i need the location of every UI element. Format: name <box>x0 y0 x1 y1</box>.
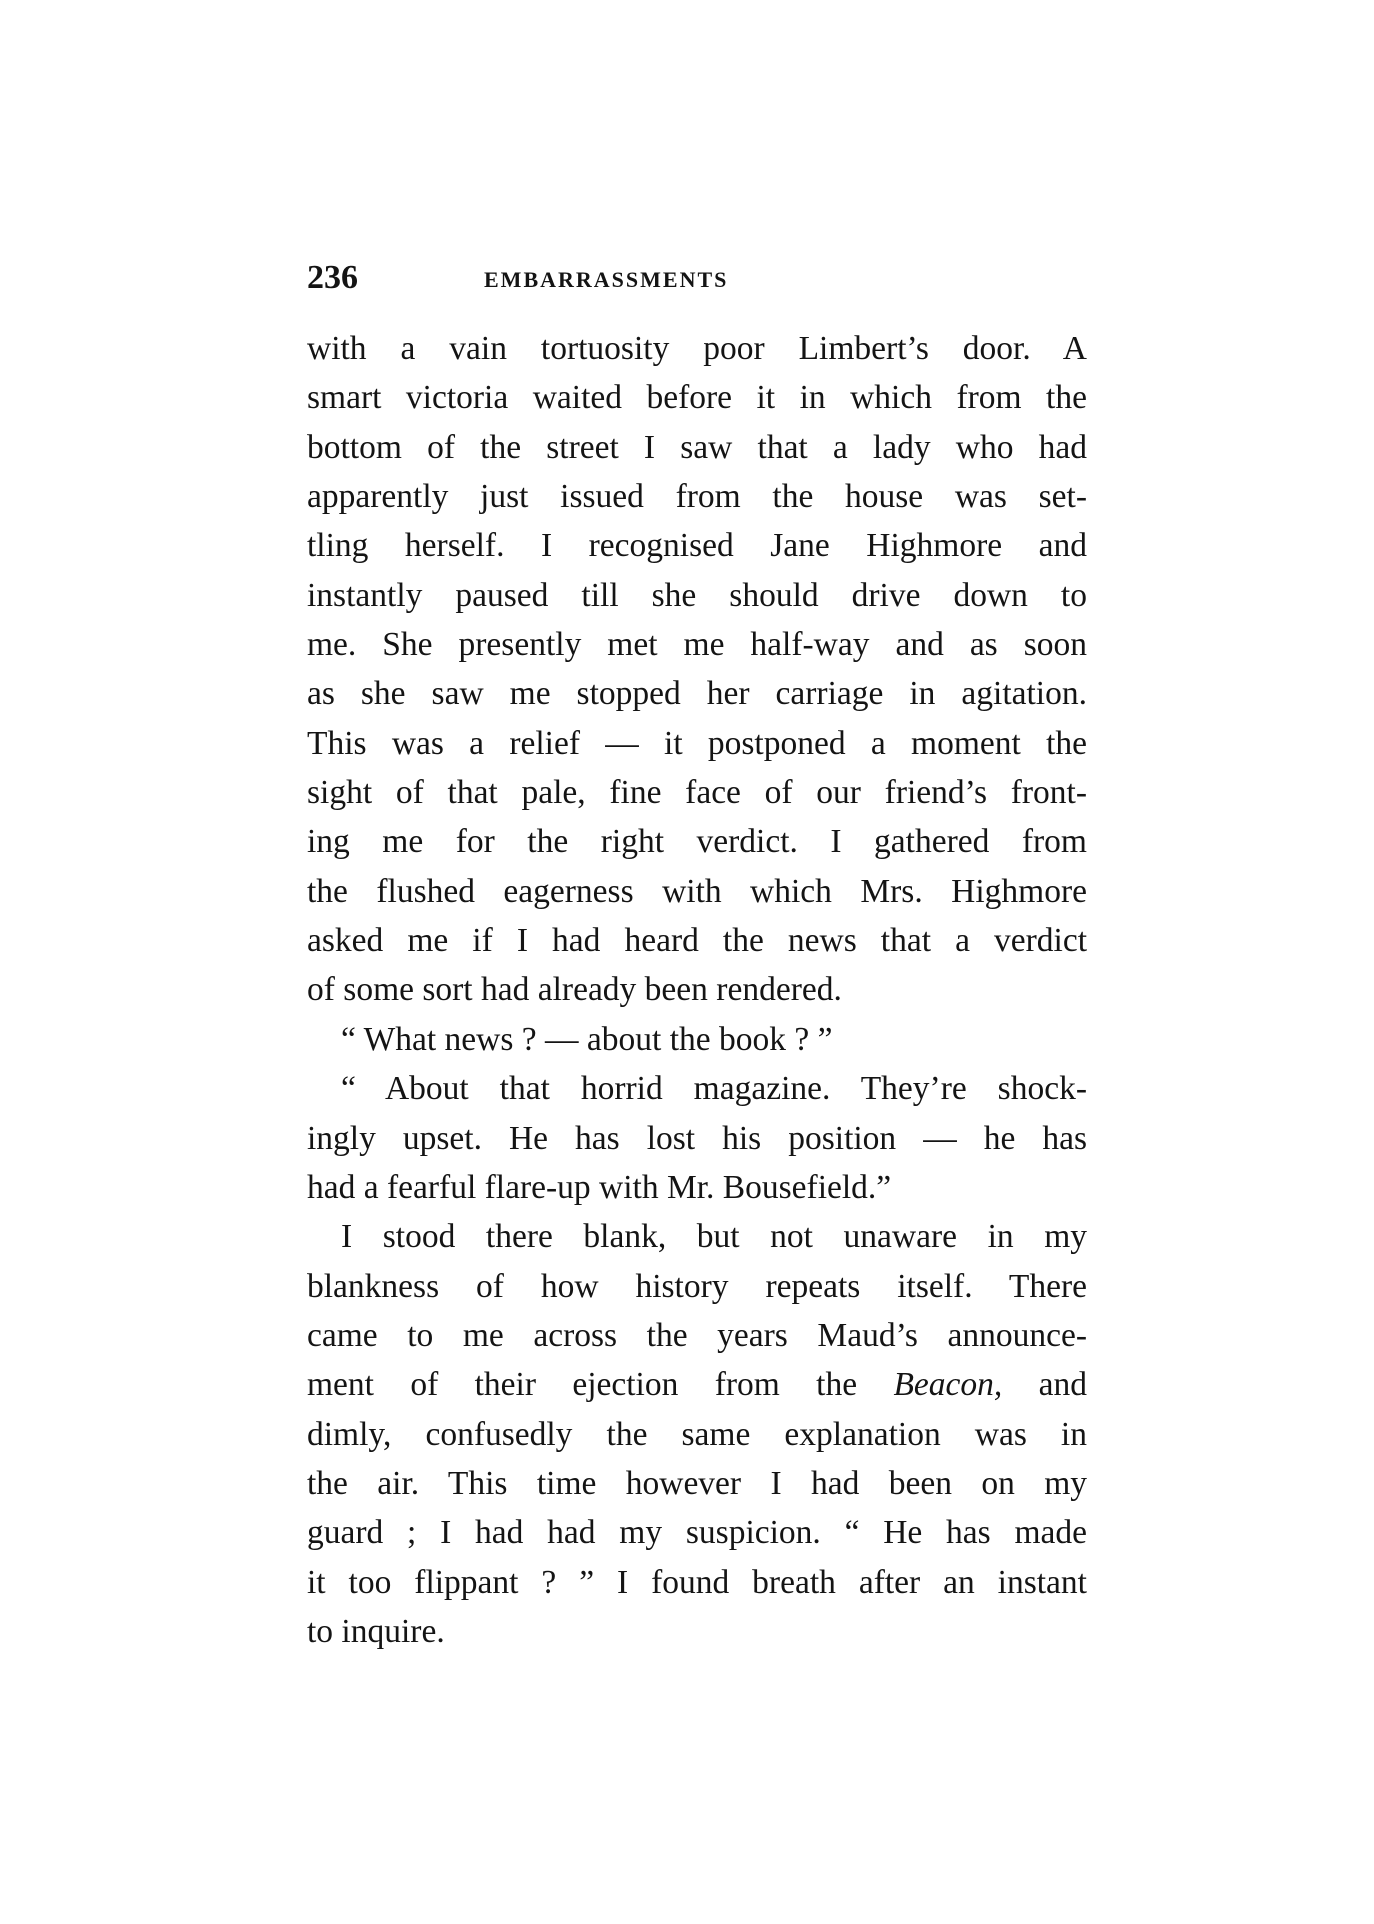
text-segment: ment of their ejection from the <box>307 1366 858 1404</box>
text-line: tling herself. I recognised Jane Highmore and <box>307 527 1087 565</box>
paragraph-end-line: to inquire. <box>307 1612 445 1650</box>
text-line: asked me if I had heard the news that a verdict <box>307 922 1087 960</box>
text-line-with-title <box>307 1360 1087 1409</box>
text-line: dimly, confusedly the same explanation was in <box>307 1415 1087 1453</box>
text-line: ingly upset. He has lost his position — he has <box>307 1119 1087 1157</box>
page-number: 236 <box>307 259 358 296</box>
periodical-title: Beacon, <box>893 1366 1003 1404</box>
text-line: instantly paused till she should drive down to <box>307 576 1087 614</box>
dialogue-line: “ What news ? — about the book ? ” <box>341 1020 833 1058</box>
body-text <box>307 324 1087 1656</box>
text-line: as she saw me stopped her carriage in agitation. <box>307 675 1087 713</box>
text-line: bottom of the street I saw that a lady who had <box>307 428 1087 466</box>
text-line: sight of that pale, fine face of our friend’s front- <box>307 774 1087 812</box>
text-line: with a vain tortuosity poor Limbert’s door. A <box>307 330 1087 367</box>
text-line: blankness of how history repeats itself. There <box>307 1267 1087 1305</box>
text-line: came to me across the years Maud’s announce- <box>307 1316 1087 1354</box>
page-header <box>307 258 1087 298</box>
text-line: the flushed eagerness with which Mrs. Highmore <box>307 872 1087 910</box>
text-line: it too flippant ? ” I found breath after an instant <box>307 1563 1087 1601</box>
text-line: This was a relief — it postponed a moment the <box>307 724 1087 762</box>
text-line: guard ; I had had my suspicion. “ He has made <box>307 1514 1087 1552</box>
dialogue-line: “ About that horrid magazine. They’re shock- <box>341 1070 1087 1108</box>
text-line: apparently just issued from the house was set- <box>307 478 1087 516</box>
text-line: ing me for the right verdict. I gathered from <box>307 823 1087 861</box>
paragraph-end-line: had a fearful flare-up with Mr. Bousefield.” <box>307 1168 892 1206</box>
text-line: the air. This time however I had been on my <box>307 1464 1087 1502</box>
text-line: smart victoria waited before it in which from the <box>307 379 1087 417</box>
text-line: me. She presently met me half-way and as soon <box>307 626 1087 664</box>
running-head: EMBARRASSMENTS <box>484 267 729 292</box>
text-segment: and <box>1038 1366 1088 1404</box>
text-line: I stood there blank, but not unaware in my <box>341 1218 1087 1256</box>
paragraph-end-line: of some sort had already been rendered. <box>307 971 842 1009</box>
